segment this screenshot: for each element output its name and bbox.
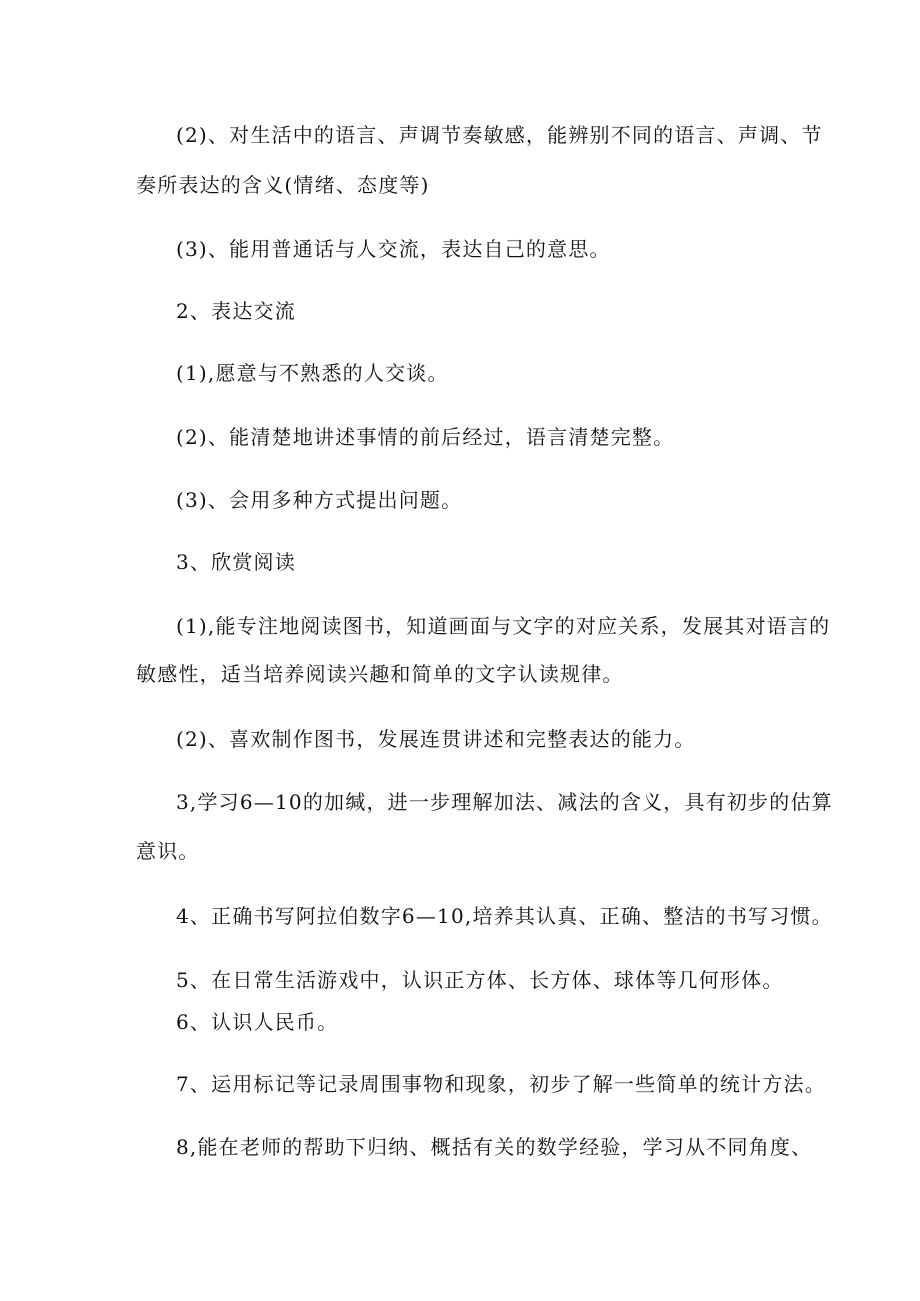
text-line-17: 7、运用标记等记录周围事物和现象，初步了解一些简单的统计方法。	[176, 1072, 826, 1096]
text-line-6: (2)、能清楚地讲述事情的前后经过，语言清楚完整。	[176, 425, 675, 449]
text-line-1: (2)、对生活中的语言、声调节奏敏感，能辨别不同的语言、声调、节	[176, 123, 823, 147]
text-line-3: (3)、能用普通话与人交流，表达自己的意思。	[176, 237, 611, 261]
text-line-14: 4、正确书写阿拉伯数字6—10,培养其认真、正确、整洁的书写习惯。	[176, 904, 833, 928]
text-line-11: (2)、喜欢制作图书，发展连贯讲述和完整表达的能力。	[176, 727, 696, 751]
text-line-9: (1),能专注地阅读图书，知道画面与文字的对应关系，发展其对语言的	[176, 614, 831, 638]
text-line-13: 意识。	[136, 839, 200, 863]
text-line-16: 6、认识人民币。	[176, 1010, 339, 1034]
text-line-5: (1),愿意与不熟悉的人交谈。	[176, 361, 449, 385]
section-heading-reading: 3、欣赏阅读	[176, 550, 296, 574]
text-line-7: (3)、会用多种方式提出问题。	[176, 488, 463, 512]
text-line-2: 奏所表达的含义(情绪、态度等)	[136, 173, 430, 197]
text-line-18: 8,能在老师的帮助下归纳、概括有关的数学经验，学习从不同角度、	[176, 1135, 813, 1159]
text-line-12: 3,学习6—10的加缄，进一步理解加法、减法的含义，具有初步的估算	[176, 790, 833, 814]
text-line-15: 5、在日常生活游戏中，认识正方体、长方体、球体等几何形体。	[176, 968, 784, 992]
section-heading-expression: 2、表达交流	[176, 299, 296, 323]
text-line-10: 敏感性，适当培养阅读兴趣和简单的文字认读规律。	[136, 662, 624, 686]
